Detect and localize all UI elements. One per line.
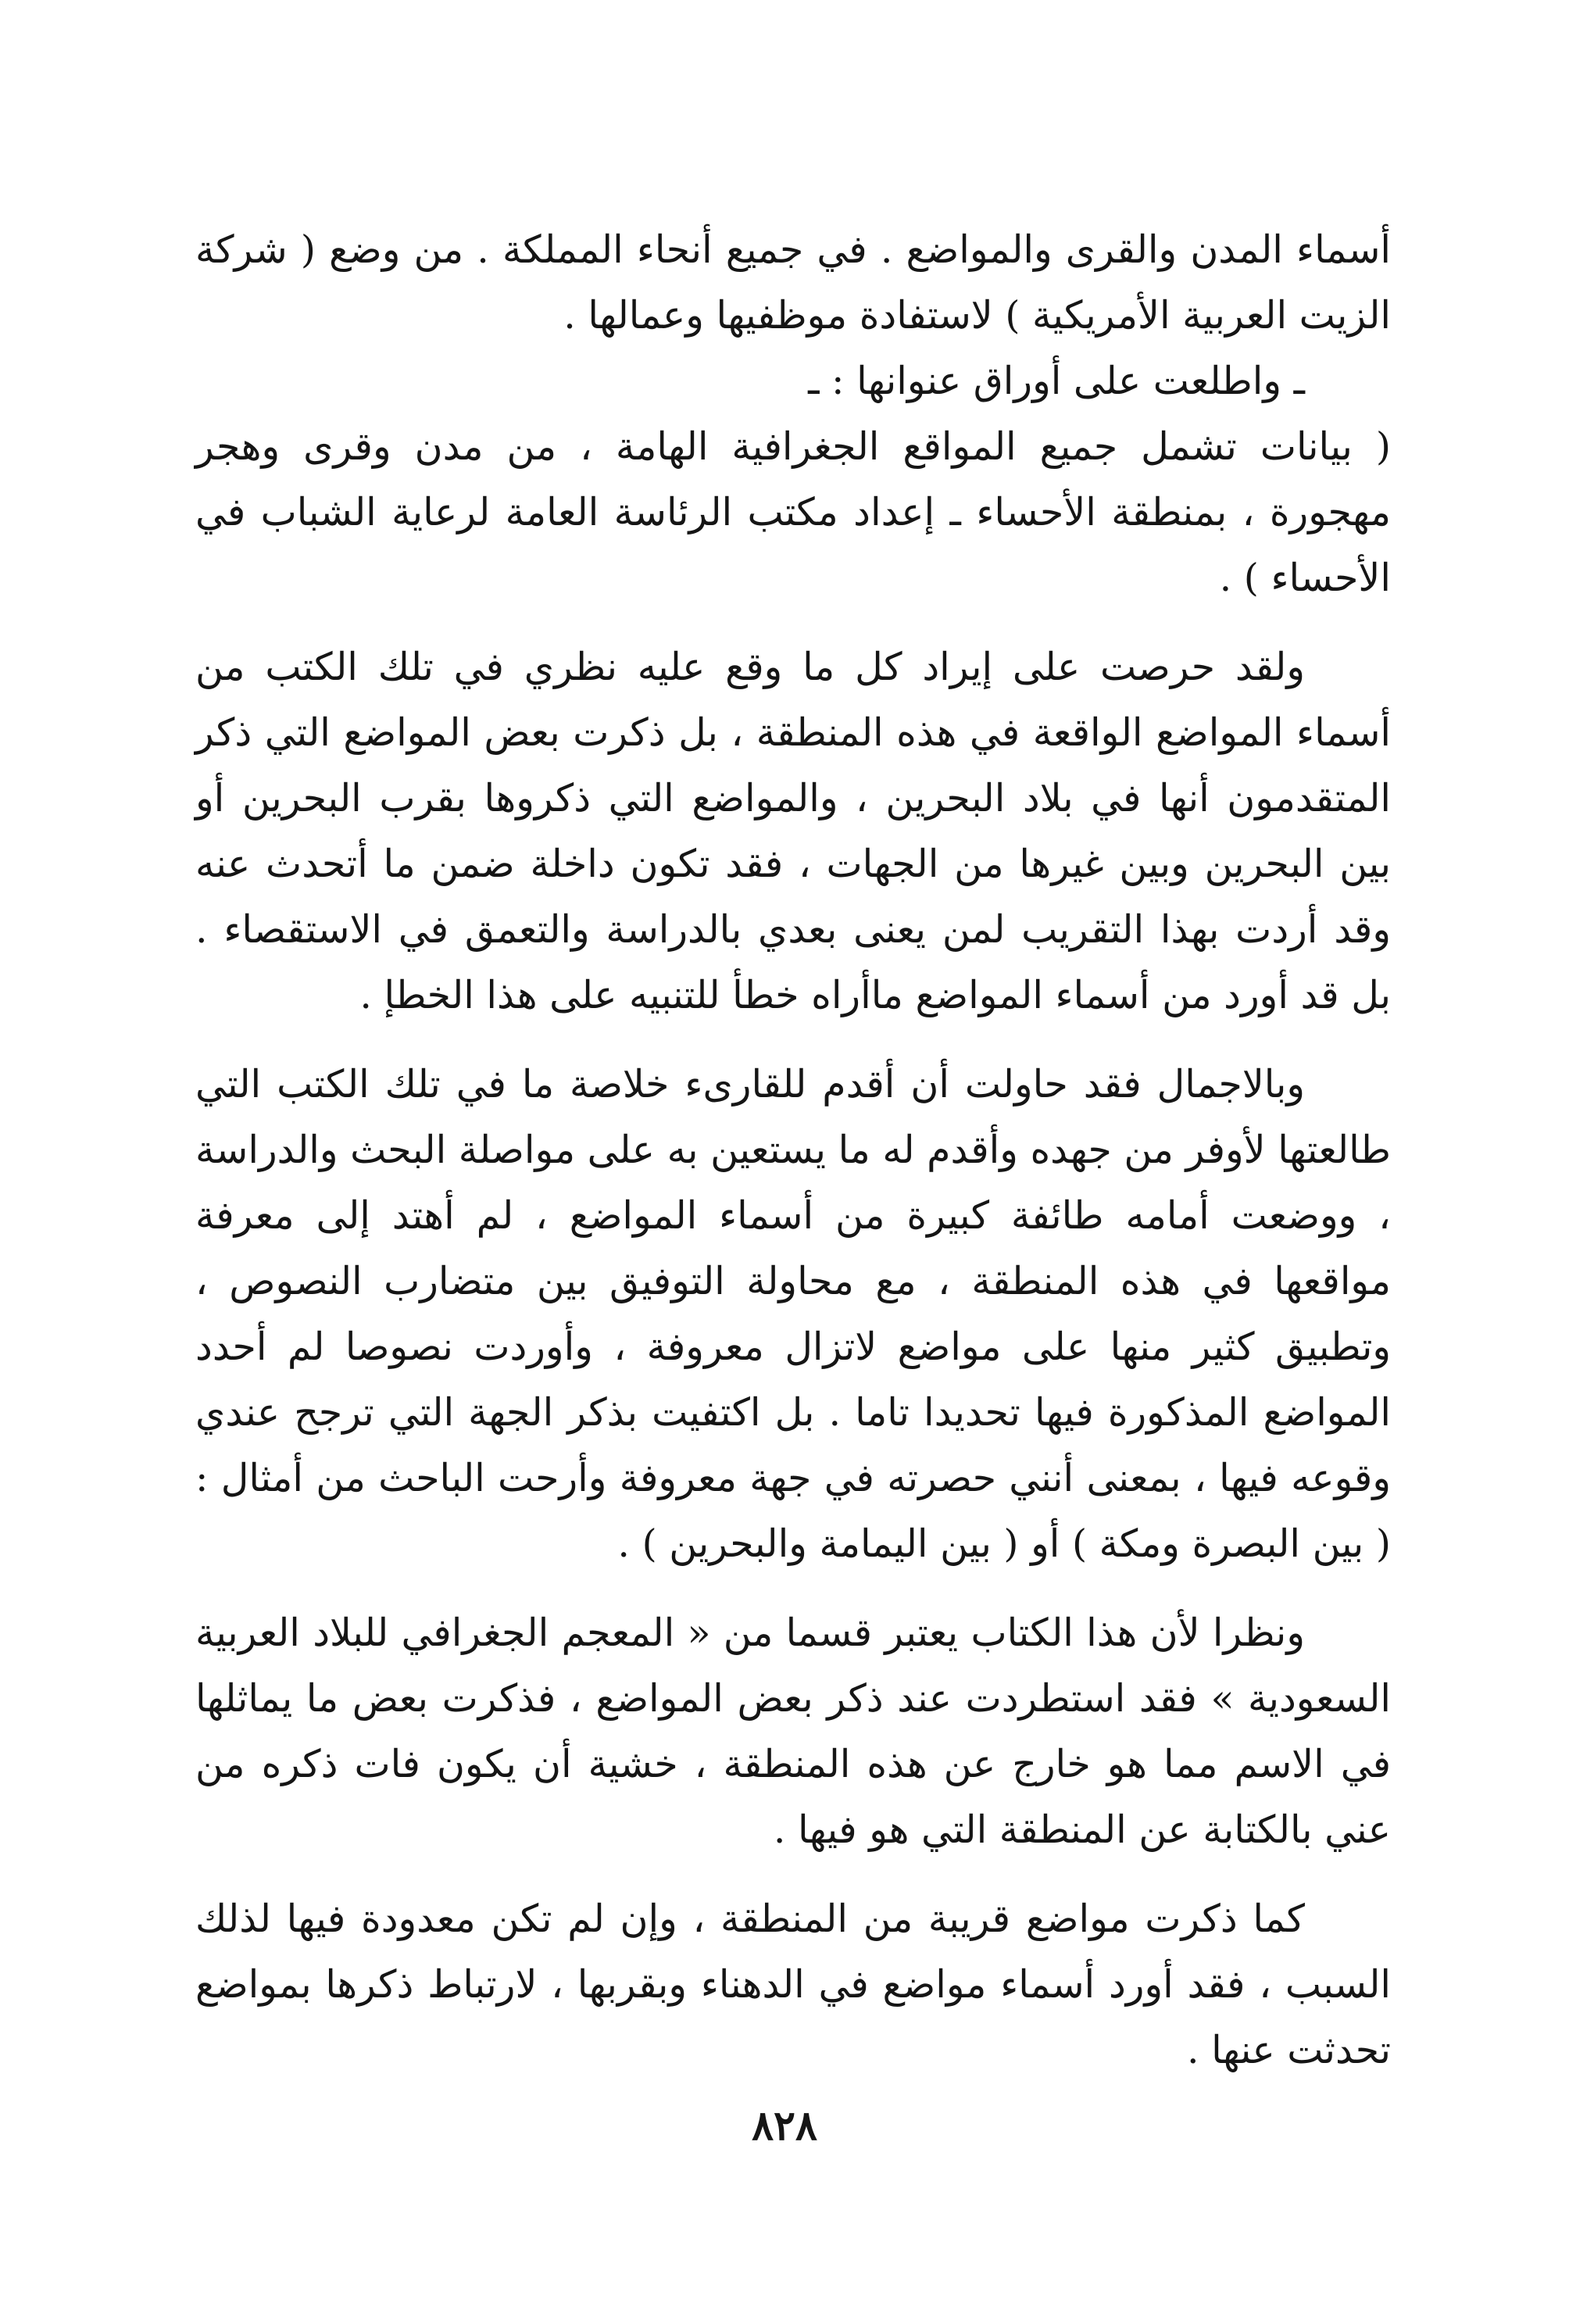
paragraph-6: ونظرا لأن هذا الكتاب يعتبر قسما من « المعجم الجغرافي للبلاد العربية السعودية » فقد استطردت عند ذكر بعض المواضع ، فذكرت بعض ما يماثلها في الاسم مما هو خارج عن هذه المنطقة ، خشية أن يكون فات ذكره من عني بالكتابة عن المنطقة التي هو فيها . — [195, 1611, 1391, 1852]
paragraph-3: ( بيانات تشمل جميع المواقع الجغرافية الهامة ، من مدن وقرى وهجر مهجورة ، بمنطقة الأحساء ـ إعداد مكتب الرئاسة العامة لرعاية الشباب في الأحساء ) . — [195, 424, 1391, 600]
paragraph-4: ولقد حرصت على إيراد كل ما وقع عليه نظري في تلك الكتب من أسماء المواضع الواقعة في هذه المنطقة ، بل ذكرت بعض المواضع التي ذكر المتقدمون أنها في بلاد البحرين ، والمواضع التي ذكروها بقرب البحرين أو بين البحرين وبين غيرها من الجهات ، فقد تكون داخلة ضمن ما أتحدث عنه وقد أردت بهذا التقريب لمن يعنى بعدي بالدراسة والتعمق في الاستقصاء . بل قد أورد من أسماء المواضع ماأراه خطأ للتنبيه على هذا الخطإ . — [195, 645, 1391, 1017]
paragraph-1: أسماء المدن والقرى والمواضع . في جميع أنحاء المملكة . من وضع ( شركة الزيت العربية الأمريكية ) لاستفادة موظفيها وعمالها . — [195, 227, 1391, 338]
page-body — [195, 217, 1391, 2083]
page-number: ٨٢٨ — [752, 2102, 817, 2150]
paragraph-2: ـ واطلعت على أوراق عنوانها : ـ — [808, 359, 1305, 403]
paragraph-7: كما ذكرت مواضع قريبة من المنطقة ، وإن لم تكن معدودة فيها لذلك السبب ، فقد أورد أسماء مواضع في الدهناء وبقربها ، لارتباط ذكرها بمواضع تحدثت عنها . — [195, 1897, 1391, 2072]
paragraph-5: وبالاجمال فقد حاولت أن أقدم للقارىء خلاصة ما في تلك الكتب التي طالعتها لأوفر من جهده وأقدم له ما يستعين به على مواصلة البحث والدراسة ، ووضعت أمامه طائفة كبيرة من أسماء المواضع ، لم أهتد إلى معرفة مواقعها في هذه المنطقة ، مع محاولة التوفيق بين متضارب النصوص ، وتطبيق كثير منها على مواضع لاتزال معروفة ، وأوردت نصوصا لم أحدد المواضع المذكورة فيها تحديدا تاما . بل اكتفيت بذكر الجهة التي ترجح عندي وقوعه فيها ، بمعنى أنني حصرته في جهة معروفة وأرحت الباحث من أمثال : ( بين البصرة ومكة ) أو ( بين اليمامة والبحرين ) . — [195, 1062, 1391, 1566]
